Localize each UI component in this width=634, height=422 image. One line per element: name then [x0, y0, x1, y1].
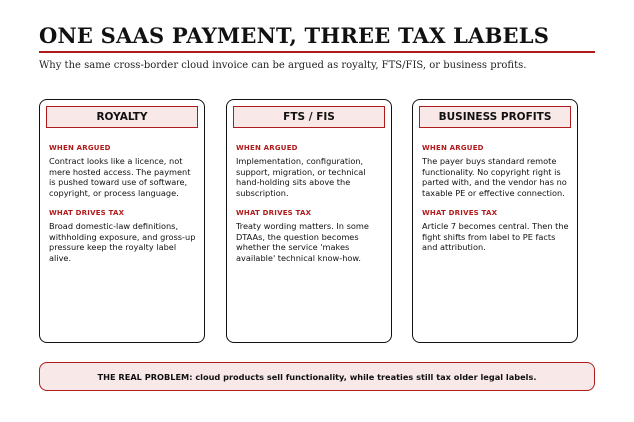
- what-drives-tax-text: Treaty wording matters. In some DTAAs, the question becomes whether the service 'makes available' technical know-how.: [236, 220, 369, 263]
- card-title: FTS / FIS: [233, 106, 385, 128]
- when-argued-label: WHEN ARGUED: [422, 144, 484, 152]
- what-drives-tax-label: WHAT DRIVES TAX: [422, 208, 498, 217]
- when-argued-text: Contract looks like a licence, not mere hosted access. The payment is pushed toward use of software, copyright, or process language.: [49, 156, 191, 199]
- card-royalty: [39, 99, 205, 343]
- when-argued-text: Implementation, configuration, support, migration, or technical hand-holding sits above the subscription.: [236, 156, 366, 199]
- card-title: BUSINESS PROFITS: [419, 106, 571, 128]
- real-problem-banner: THE REAL PROBLEM: cloud products sell functionality, while treaties still tax older legal labels.: [39, 362, 595, 391]
- when-argued-text: The payer buys standard remote functionality. No copyright right is parted with, and the vendor has no taxable PE or effective connection.: [422, 156, 567, 199]
- what-drives-tax-label: WHAT DRIVES TAX: [236, 208, 312, 217]
- card-body: [236, 143, 386, 273]
- card-fts-fis: [226, 99, 392, 343]
- card-body: [422, 143, 572, 262]
- what-drives-tax-label: WHAT DRIVES TAX: [49, 208, 125, 217]
- page-title: ONE SAAS PAYMENT, THREE TAX LABELS: [39, 23, 550, 48]
- when-argued-label: WHEN ARGUED: [236, 144, 298, 152]
- what-drives-tax-text: Article 7 becomes central. Then the fight shifts from label to PE facts and attribution.: [422, 220, 569, 253]
- when-argued-label: WHEN ARGUED: [49, 144, 111, 152]
- page-subtitle: Why the same cross-border cloud invoice can be argued as royalty, FTS/FIS, or business profits.: [39, 60, 527, 71]
- title-divider: [39, 51, 595, 53]
- card-body: [49, 143, 199, 273]
- card-business-profits: [412, 99, 578, 343]
- card-title: ROYALTY: [46, 106, 198, 128]
- what-drives-tax-text: Broad domestic-law definitions, withholding exposure, and gross-up pressure keep the royalty label alive.: [49, 220, 196, 263]
